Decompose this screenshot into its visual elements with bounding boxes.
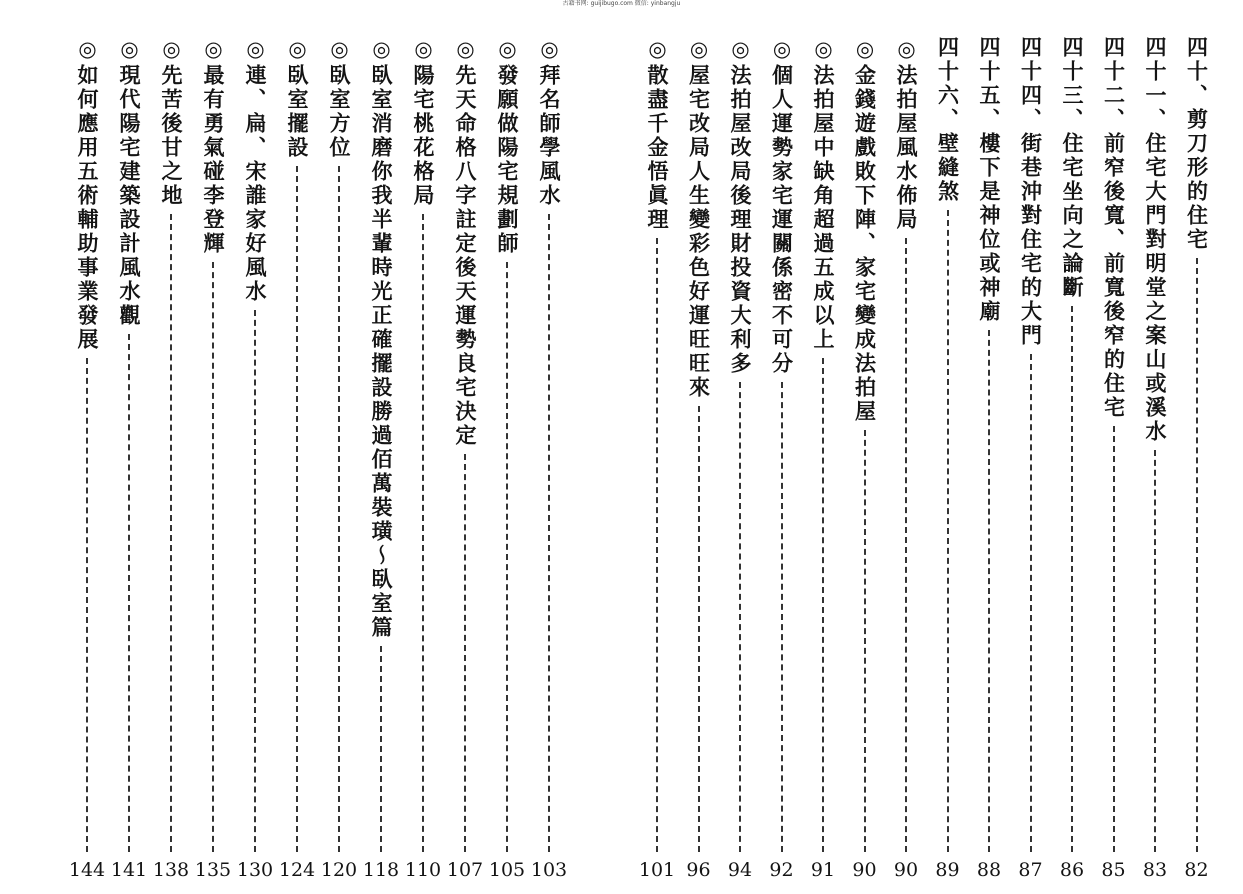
toc-entry — [1180, 30, 1214, 890]
toc-entry — [723, 30, 757, 890]
toc-leader-dots — [296, 166, 298, 852]
toc-page-number: 118 — [362, 859, 400, 881]
toc-entry — [406, 30, 440, 890]
toc-leader-dots — [128, 334, 130, 852]
toc-page-number: 107 — [446, 859, 484, 881]
right-page-toc — [638, 30, 1220, 881]
toc-entry-title: ◎發願做陽宅規劃師 — [495, 36, 520, 256]
toc-entry — [280, 30, 314, 890]
toc-entry-title: ◎散盡千金悟眞理 — [645, 36, 670, 232]
toc-entry — [640, 30, 674, 890]
toc-entry — [532, 30, 566, 890]
toc-entry-title: ◎金錢遊戲敗下陣、家宅變成法拍屋 — [852, 36, 878, 424]
toc-entry — [490, 30, 524, 890]
toc-entry — [1055, 30, 1089, 890]
toc-entry-title: ◎臥室方位 — [327, 36, 352, 160]
toc-page-number: 86 — [1059, 859, 1085, 881]
toc-entry — [889, 30, 923, 890]
toc-entry-title: ◎個人運勢家宅運關係密不可分 — [769, 36, 795, 376]
toc-page-number: 87 — [1018, 859, 1043, 881]
toc-leader-dots — [656, 238, 658, 852]
toc-leader-dots — [1030, 354, 1032, 852]
toc-entry — [972, 30, 1006, 890]
toc-leader-dots — [822, 358, 824, 852]
toc-entry — [112, 30, 146, 890]
toc-leader-dots — [864, 430, 866, 852]
toc-leader-dots — [170, 214, 172, 852]
toc-page-number: 103 — [530, 859, 568, 881]
toc-entry — [682, 30, 716, 890]
toc-entry-title: ◎法拍屋中缺角超過五成以上 — [811, 36, 836, 352]
toc-entry-title: ◎陽宅桃花格局 — [411, 36, 436, 208]
toc-page-number: 124 — [278, 859, 316, 881]
toc-entry — [322, 30, 356, 890]
toc-page-number: 105 — [488, 859, 526, 881]
toc-leader-dots — [1196, 258, 1198, 852]
toc-leader-dots — [254, 310, 256, 852]
toc-entry-title: 四十二、前窄後寬、前寬後窄的住宅 — [1101, 36, 1127, 420]
toc-entry — [806, 30, 840, 890]
toc-entry-title: 四十五、樓下是神位或神廟 — [977, 36, 1002, 324]
toc-leader-dots — [698, 406, 700, 852]
toc-leader-dots — [1071, 306, 1073, 852]
toc-entry — [196, 30, 230, 890]
toc-page-number: 90 — [893, 859, 919, 881]
toc-entry — [1097, 30, 1131, 890]
toc-page-number: 94 — [727, 859, 753, 881]
toc-page-number: 89 — [935, 859, 960, 881]
toc-entry-title: ◎臥室消磨你我半輩時光正確擺設勝過佰萬裝璜～臥室篇 — [369, 36, 394, 640]
toc-page-number: 135 — [194, 859, 232, 881]
toc-page-number: 144 — [68, 859, 106, 881]
toc-leader-dots — [464, 454, 466, 852]
toc-leader-dots — [548, 214, 550, 852]
toc-page-number: 91 — [810, 859, 836, 881]
toc-leader-dots — [781, 382, 783, 852]
toc-page-number: 138 — [152, 859, 190, 881]
toc-entry-title: ◎屋宅改局人生變彩色好運旺旺來 — [686, 36, 712, 400]
toc-leader-dots — [905, 238, 907, 852]
toc-leader-dots — [338, 166, 340, 852]
toc-page-number: 130 — [236, 859, 274, 881]
left-page-toc — [68, 30, 580, 881]
toc-entry-title: ◎拜名師學風水 — [537, 36, 562, 208]
toc-page-number: 82 — [1184, 859, 1209, 881]
toc-entry-title: ◎法拍屋改局後理財投資大利多 — [728, 36, 753, 376]
toc-page-number: 101 — [638, 859, 676, 881]
toc-entry — [238, 30, 272, 890]
toc-entry-title: ◎先天命格八字註定後天運勢良宅決定 — [453, 36, 478, 448]
toc-entry-title: 四十四、街巷沖對住宅的大門 — [1018, 36, 1044, 348]
toc-entry — [931, 30, 965, 890]
toc-entry — [70, 30, 104, 890]
toc-entry-title: ◎法拍屋風水佈局 — [894, 36, 919, 232]
toc-page-number: 120 — [320, 859, 358, 881]
toc-entry-title: 四十、剪刀形的住宅 — [1184, 36, 1210, 252]
toc-leader-dots — [380, 646, 382, 852]
toc-entry-title: 四十三、住宅坐向之論斷 — [1060, 36, 1085, 300]
toc-leader-dots — [947, 210, 949, 852]
toc-entry — [765, 30, 799, 890]
toc-entry — [154, 30, 188, 890]
toc-page-number: 83 — [1142, 859, 1168, 881]
toc-page-number: 92 — [769, 859, 794, 881]
toc-page-number: 85 — [1101, 859, 1126, 881]
toc-entry-title: ◎臥室擺設 — [285, 36, 310, 160]
toc-leader-dots — [86, 358, 88, 852]
toc-leader-dots — [1113, 426, 1115, 852]
toc-entry — [848, 30, 882, 890]
toc-entry-title: 四十六、壁縫煞 — [935, 36, 961, 204]
toc-entry-title: 四十一、住宅大門對明堂之案山或溪水 — [1143, 36, 1168, 444]
toc-entry — [1138, 30, 1172, 890]
toc-leader-dots — [506, 262, 508, 852]
toc-page-number: 96 — [686, 859, 711, 881]
toc-leader-dots — [739, 382, 741, 852]
toc-page-number: 110 — [404, 859, 442, 881]
toc-leader-dots — [1154, 450, 1156, 852]
toc-entry — [1014, 30, 1048, 890]
toc-leader-dots — [422, 214, 424, 852]
toc-page-number: 88 — [976, 859, 1002, 881]
toc-entry-title: ◎最有勇氣碰李登輝 — [201, 36, 226, 256]
toc-page-number: 141 — [110, 859, 148, 881]
toc-leader-dots — [212, 262, 214, 852]
toc-entry — [364, 30, 398, 890]
toc-entry-title: ◎如何應用五術輔助事業發展 — [75, 36, 100, 352]
toc-entry-title: ◎現代陽宅建築設計風水觀 — [117, 36, 142, 328]
toc-entry — [448, 30, 482, 890]
toc-page-number: 90 — [852, 859, 877, 881]
toc-entry-title: ◎先苦後甘之地 — [159, 36, 184, 208]
watermark-text: 古籍书网: guijibugo.com 微信: yinbangju — [562, 0, 681, 7]
toc-leader-dots — [988, 330, 990, 852]
toc-entry-title: ◎連、扁、宋誰家好風水 — [243, 36, 268, 304]
